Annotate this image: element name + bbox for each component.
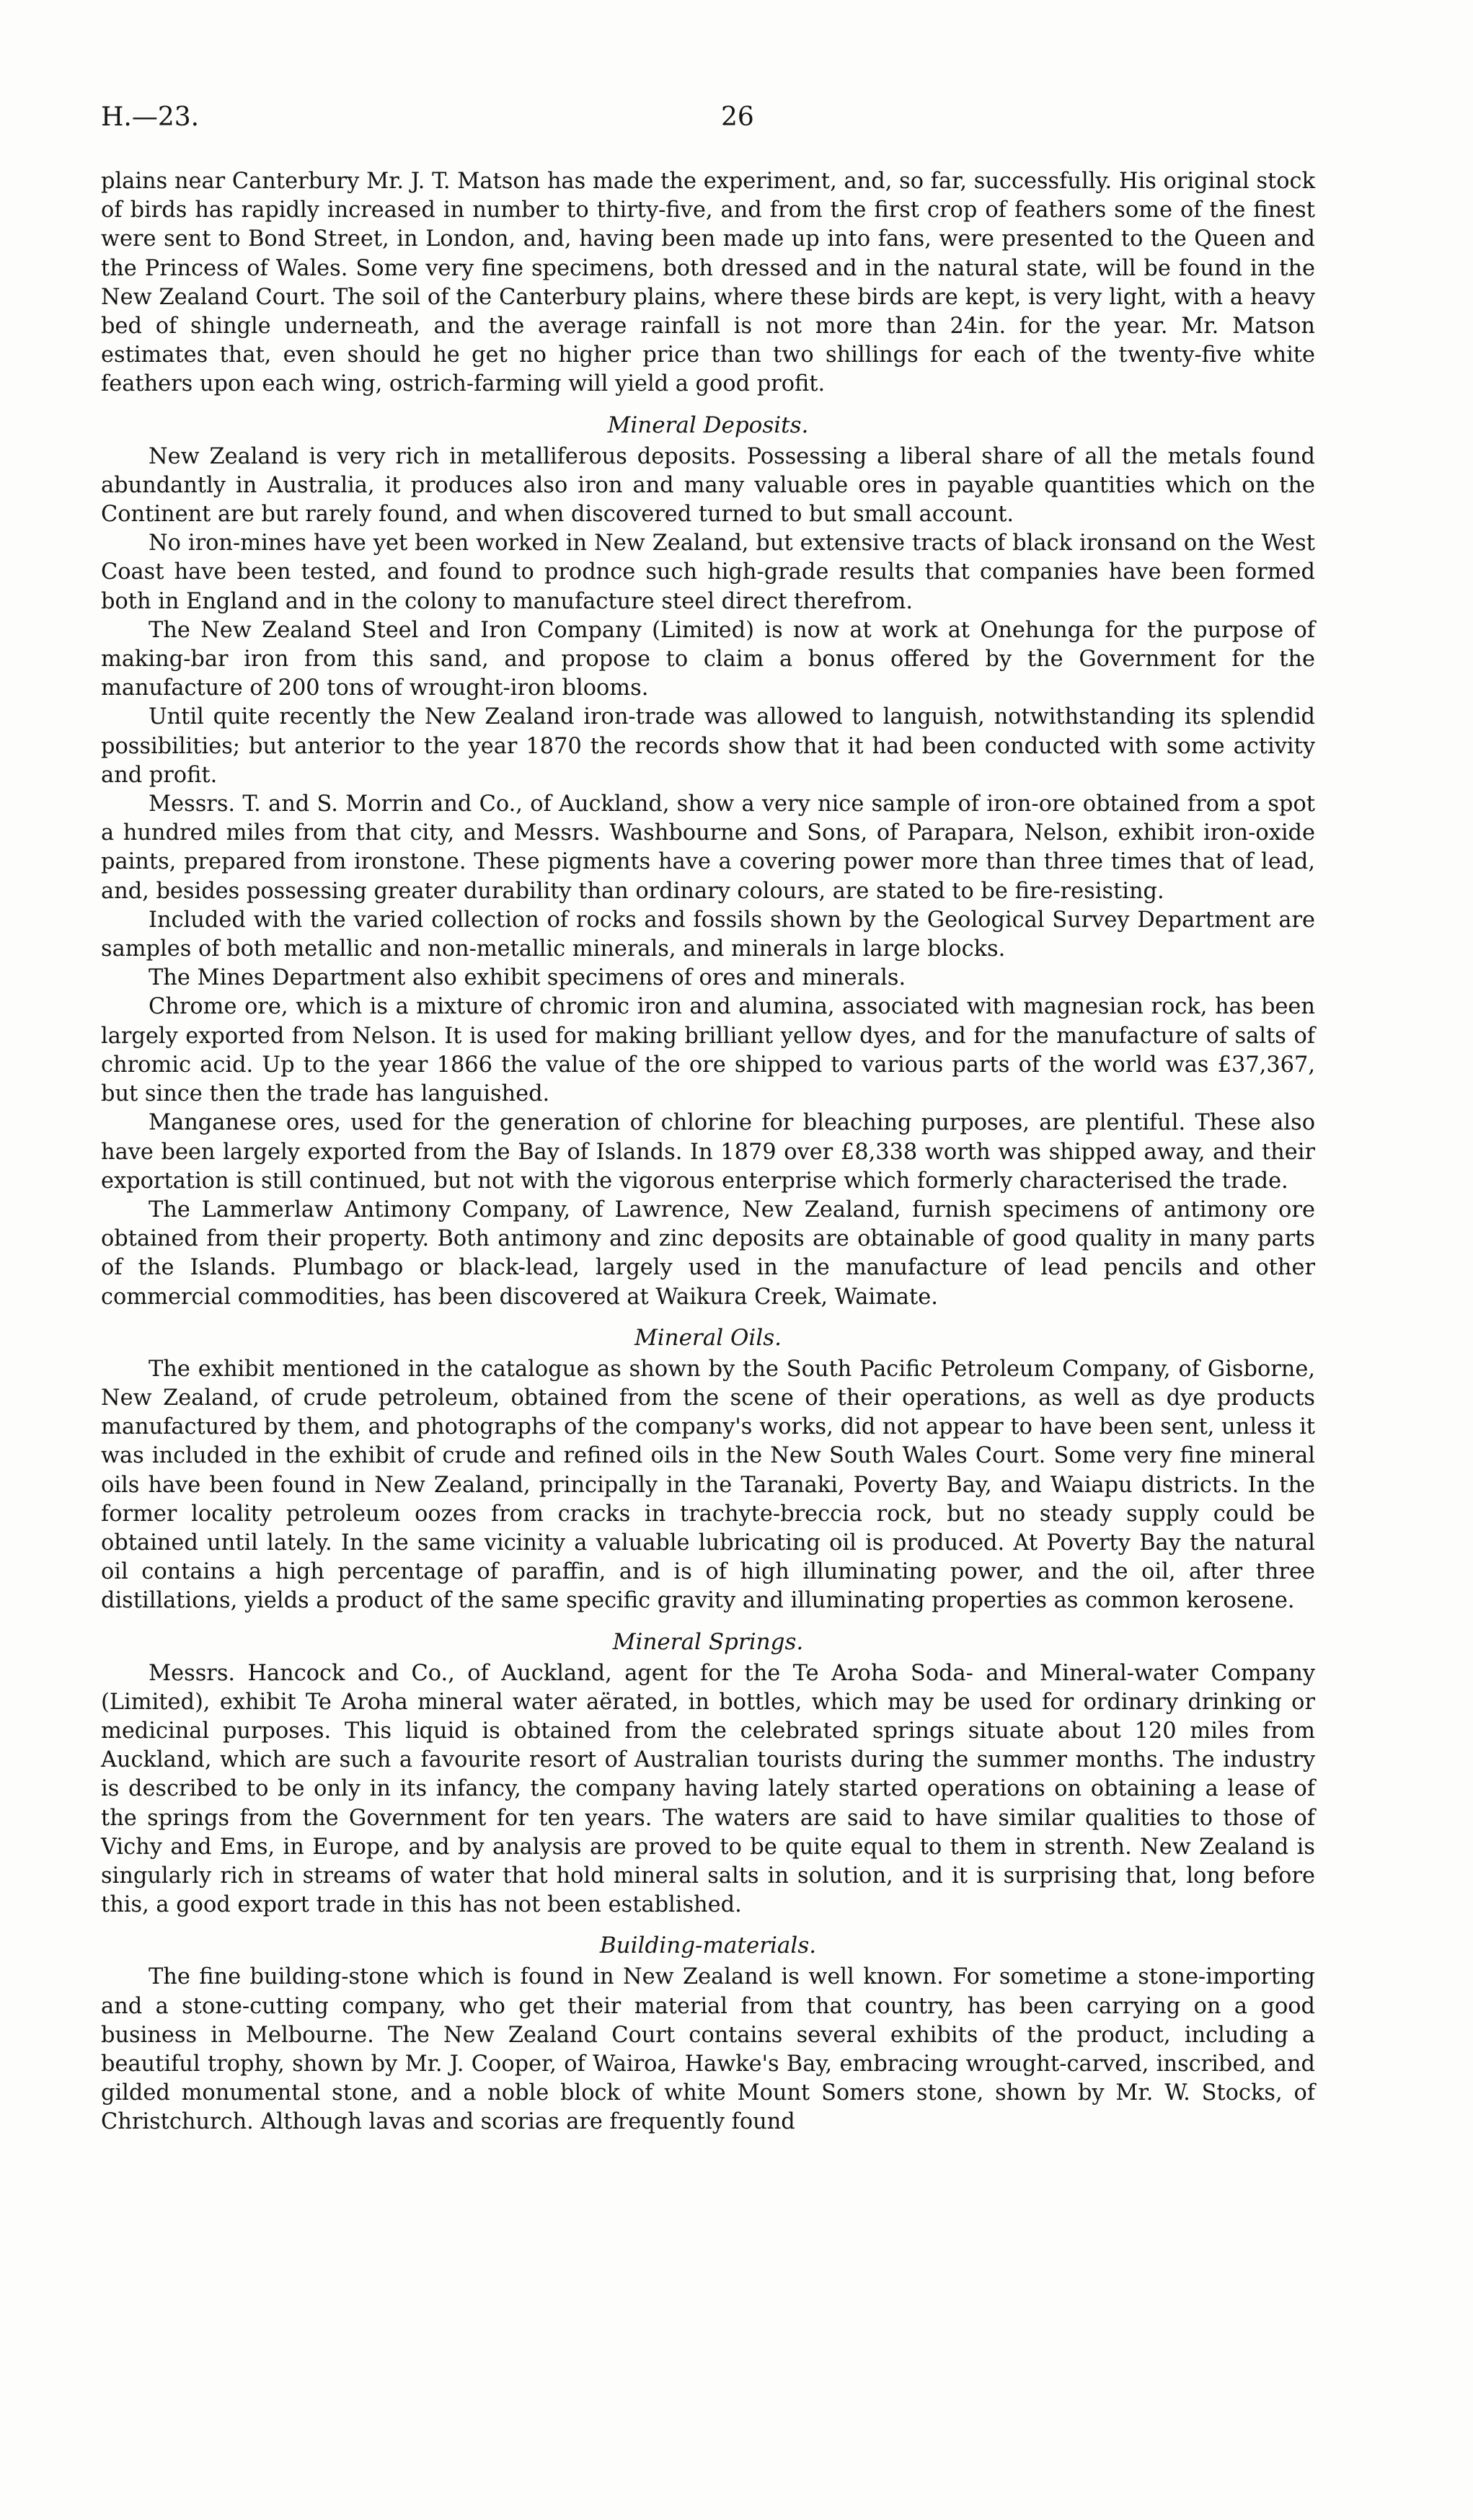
paragraph: The fine building-stone which is found in New Zealand is well known. For sometime a stone-importing and a stone-cutting company, who get their material from that country, has been carrying on a good business in Melbourne. The New Zealand Court contains several exhibits of the product, including a beautiful trophy, shown by Mr. J. Cooper, of Wairoa, Hawke's Bay, embracing wrought-carved, inscribed, and gilded monumental stone, and a noble block of white Mount Somers stone, shown by Mr. W. Stocks, of Christchurch. Although lavas and scorias are frequently found xyxy=(101,1964,1315,2135)
paragraph: The Lammerlaw Antimony Company, of Lawrence, New Zealand, furnish specimens of antimony ore obtained from their property. Both antimony and zinc deposits are obtainable of good quality in many parts of the Islands. Plumbago or black-lead, largely used in the manufacture of lead pencils and other commercial commodities, has been discovered at Waikura Creek, Waimate. xyxy=(101,1197,1315,1310)
section-heading: Mineral Oils. xyxy=(634,1324,782,1351)
document-reference: H.—23. xyxy=(101,102,200,132)
paragraph: Included with the varied collection of rocks and fossils shown by the Geological Survey Department are samples of both metallic and non-metallic minerals, and minerals in large blocks. xyxy=(101,907,1315,962)
page-body xyxy=(101,167,1315,2137)
section-mineral-deposits xyxy=(101,411,1315,1312)
paragraph: New Zealand is very rich in metalliferous deposits. Possessing a liberal share of all the metals found abundantly in Australia, it produces also iron and many valuable ores in payable quantities which on the Continent are but rarely found, and when discovered turned to but small account. xyxy=(101,443,1315,528)
paragraph: The Mines Department also exhibit specimens of ores and minerals. xyxy=(149,965,906,991)
section-heading: Mineral Deposits. xyxy=(607,412,809,438)
page-number: 26 xyxy=(721,102,754,132)
section-building-materials xyxy=(101,1931,1315,2137)
paragraph: Manganese ores, used for the generation of chlorine for bleaching purposes, are plentiful. These also have been largely exported from the Bay of Islands. In 1879 over £8,338 worth was shipped away, and their exportation is still continued, but not with the vigorous enterprise which formerly characterised the trade. xyxy=(101,1110,1315,1194)
paragraph: Messrs. T. and S. Morrin and Co., of Auckland, show a very nice sample of iron-ore obtained from a spot a hundred miles from that city, and Messrs. Washbourne and Sons, of Parapara, Nelson, exhibit iron-oxide paints, prepared from ironstone. These pigments have a covering power more than three times that of lead, and, besides possessing greater durability than ordinary colours, are stated to be fire-resisting. xyxy=(101,791,1315,904)
section-heading: Mineral Springs. xyxy=(612,1628,804,1655)
intro-paragraph: plains near Canterbury Mr. J. T. Matson has made the experiment, and, so far, successfully. His original stock of birds has rapidly increased in number to thirty-five, and from the first crop of feathers some of the finest were sent to Bond Street, in London, and, having been made up into fans, were presented to the Queen and the Princess of Wales. Some very fine specimens, both dressed and in the natural state, will be found in the New Zealand Court. The soil of the Canterbury plains, where these birds are kept, is very light, with a heavy bed of shingle underneath, and the average rainfall is not more than 24in. for the year. Mr. Matson estimates that, even should he get no higher price than two shillings for each of the twenty-five white feathers upon each wing, ostrich-farming will yield a good profit. xyxy=(101,169,1315,397)
paragraph: No iron-mines have yet been worked in New Zealand, but extensive tracts of black ironsand on the West Coast have been tested, and found to prodnce such high-grade results that companies have been formed both in England and in the colony to manufacture steel direct therefrom. xyxy=(101,531,1315,614)
paragraph: Chrome ore, which is a mixture of chromic iron and alumina, associated with magnesian rock, has been largely exported from Nelson. It is used for making brilliant yellow dyes, and for the manufacture of salts of chromic acid. Up to the year 1866 the value of the ore shipped to various parts of the world was £37,367, but since then the trade has languished. xyxy=(101,994,1315,1107)
paragraph: The exhibit mentioned in the catalogue as shown by the South Pacific Petroleum Company, of Gisborne, New Zealand, of crude petroleum, obtained from the scene of their operations, as well as dye products manufactured by them, and photographs of the company's works, did not appear to have been sent, unless it was included in the exhibit of crude and refined oils in the New South Wales Court. Some very fine mineral oils have been found in New Zealand, principally in the Taranaki, Poverty Bay, and Waiapu districts. In the former locality petroleum oozes from cracks in trachyte-breccia rock, but no steady supply could be obtained until lately. In the same vicinity a valuable lubricating oil is produced. At Poverty Bay the natural oil contains a high percentage of paraffin, and is of high illuminating power, and the oil, after three distillations, yields a product of the same specific gravity and illuminating properties as common kerosene. xyxy=(101,1356,1315,1614)
paragraph: Messrs. Hancock and Co., of Auckland, agent for the Te Aroha Soda- and Mineral-water Company (Limited), exhibit Te Aroha mineral water aërated, in bottles, which may be used for ordinary drinking or medicinal purposes. This liquid is obtained from the celebrated springs situate about 120 miles from Auckland, which are such a favourite resort of Australian tourists during the summer months. The industry is described to be only in its infancy, the company having lately started operations on obtaining a lease of the springs from the Government for ten years. The waters are said to have similar qualities to those of Vichy and Ems, in Europe, and by analysis are proved to be quite equal to them in strenth. New Zealand is singularly rich in streams of water that hold mineral salts in solution, and it is surprising that, long before this, a good export trade in this has not been established. xyxy=(101,1660,1315,1918)
section-mineral-oils xyxy=(101,1323,1315,1616)
paragraph: Until quite recently the New Zealand iron-trade was allowed to languish, notwithstanding its splendid possibilities; but anterior to the year 1870 the records show that it had been conducted with some activity and profit. xyxy=(101,704,1315,788)
page-header xyxy=(101,102,1322,146)
section-heading: Building-materials. xyxy=(599,1933,817,1959)
paragraph: The New Zealand Steel and Iron Company (Limited) is now at work at Onehunga for the purpose of making-bar iron from this sand, and propose to claim a bonus offered by the Government for the manufacture of 200 tons of wrought-iron blooms. xyxy=(101,617,1315,701)
section-mineral-springs xyxy=(101,1628,1315,1920)
